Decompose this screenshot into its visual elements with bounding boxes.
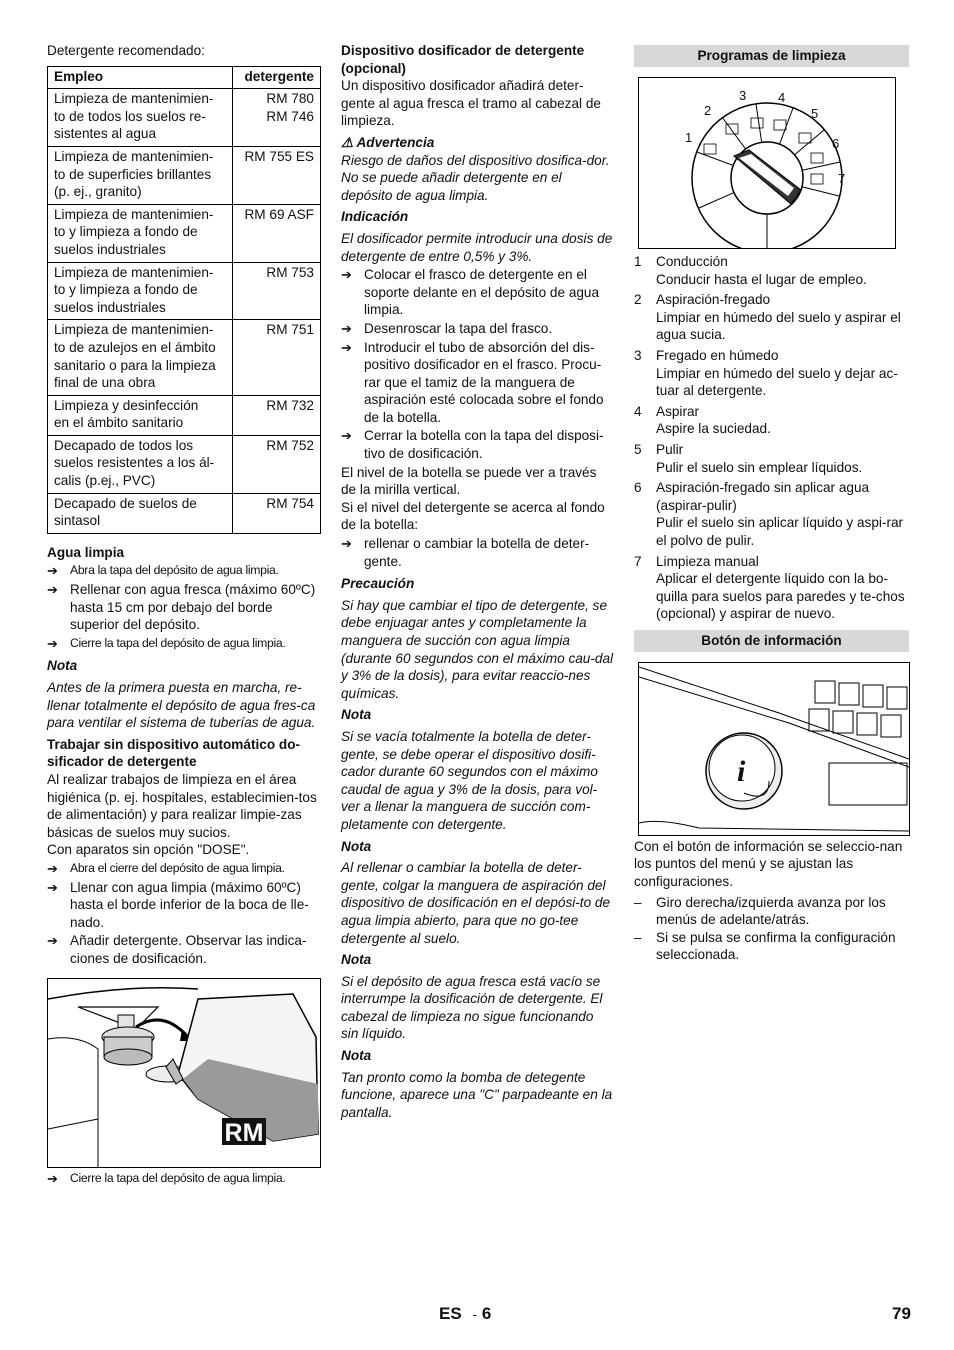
table-cell-empleo: Limpieza y desinfección en el ámbito sanitario [48,395,233,435]
table-cell-empleo: Decapado de todos los suelos resistentes a los ál- calis (p.ej., PVC) [48,435,233,493]
list-item: ➔ Abra la tapa del depósito de agua limpia. [47,563,279,579]
nota-label: Nota [341,838,372,854]
dial-number-4: 4 [778,90,786,105]
list-item: ➔ Llenar con agua limpia (máximo 60ºC) hasta el borde inferior de la boca de lle-nado. [47,879,309,930]
indicacion-label: Indicación [341,209,409,225]
table-cell-empleo: Limpieza de mantenimien- to y limpieza a fondo de suelos industriales [48,204,233,262]
nota-label: Nota [341,707,372,723]
program-name: Conducción [656,254,728,269]
table-body [48,89,321,534]
list-item: ➔ Colocar el frasco de detergente en el soporte delante en el depósito de agua limpia. [341,267,600,318]
table-cell-empleo: Limpieza de mantenimien- to de todos los suelos re- sistentes al agua [48,89,233,147]
column-3 [634,45,909,964]
program-number: 5 [634,441,642,457]
trabajar-text: Al realizar trabajos de limpieza en el área higiénica (p. ej. hospitales, establecimien-tos de alimentación) y para realizar limpie-zas básicas de suelos muy sucios. [47,771,317,840]
arrow-icon: ➔ [47,582,58,598]
program-item [634,441,909,476]
program-number: 7 [634,553,642,569]
program-item [634,253,909,288]
list-item: – Giro derecha/izquierda avanza por los menús de adelante/atrás. [634,894,886,928]
table-row [48,89,321,147]
program-description: Aplicar el detergente líquido con la bo-quilla para suelos para paredes y te-chos (opcional) y aspirar de nuevo. [656,571,905,622]
column-1 [47,42,321,1188]
program-number: 1 [634,254,642,269]
program-description: Conducir hasta el lugar de empleo. [656,271,867,287]
program-dial-illustration [638,77,896,249]
arrow-icon: ➔ [47,860,58,876]
program-item [634,479,909,549]
program-list [634,253,909,623]
dosificador-title: Dispositivo dosificador de detergente (opcional) [341,43,585,76]
nota-text: Si el depósito de agua fresca está vacío se interrumpe la dosificación de detergente. El cabezal de limpieza no sigue funcionando sin líquido. [341,973,603,1042]
table-row [48,395,321,435]
info-icon: i [737,754,746,788]
program-number: 3 [634,347,642,363]
table-cell-empleo: Limpieza de mantenimien- to y limpieza a fondo de suelos industriales [48,262,233,320]
list-item: – Si se pulsa se confirma la configuración seleccionada. [634,929,896,963]
footer-page-local: 6 [477,1304,492,1323]
table-cell-empleo: Limpieza de mantenimien- to de azulejos en el ámbito sanitario o para la limpieza final de una obra [48,320,233,395]
list-item: ➔ Cerrar la botella con la tapa del disposi-tivo de dosificación. [341,428,604,462]
program-dial-svg [639,78,895,248]
program-name: Aspiración-fregado sin aplicar agua (aspirar-pulir) [656,480,870,513]
program-description: Pulir el suelo sin aplicar líquido y aspi-rar el polvo de pulir. [656,515,904,548]
dial-number-7: 7 [838,171,846,186]
nota-text: Tan pronto como la bomba de detegente funcione, aparece una "C" parpadeante en la pantalla. [341,1069,613,1120]
table-row [48,320,321,395]
arrow-icon: ➔ [47,635,58,651]
table-row [48,262,321,320]
table-header-empleo: Empleo [48,66,233,89]
precaucion-label: Precaución [341,576,415,592]
arrow-icon: ➔ [341,267,352,283]
info-button-svg [639,663,909,835]
table-cell-empleo: Decapado de suelos de sintasol [48,493,233,533]
detergent-fill-illustration [47,978,321,1168]
dial-number-6: 6 [832,136,840,151]
list-item: ➔ Rellenar con agua fresca (máximo 60ºC) hasta 15 cm por debajo del borde superior del depósito. [47,582,316,633]
program-description: Aspire la suciedad. [656,421,771,437]
table-cell-detergente: RM 755 ES [233,146,321,204]
warning-heading: ⚠ Advertencia [341,134,435,150]
warning-icon: ⚠ [341,134,354,150]
list-item: ➔ Cierre la tapa del depósito de agua limpia. [47,635,286,651]
program-description: Limpiar en húmedo del suelo y dejar ac-tuar al detergente. [656,365,898,399]
list-item: ➔ Abra el cierre del depósito de agua limpia. [47,860,285,876]
program-item [634,347,909,400]
si-text: Si el nivel del detergente se acerca al fondo de la botella: [341,499,605,533]
program-number: 2 [634,292,642,308]
list-item: ➔ Cierre la tapa del depósito de agua limpia. [47,1170,286,1186]
footer-dash: - [472,1306,478,1322]
footer-lang: ES [439,1304,462,1323]
table-header-detergente: detergente [233,66,321,89]
arrow-icon: ➔ [47,1170,58,1186]
info-text: Con el botón de información se seleccio-nan los puntos del menú y se ajustan las configuraciones. [634,838,903,890]
agua-title: Agua limpia [47,544,125,560]
program-number: 6 [634,480,642,496]
detergent-table [47,66,321,534]
program-name: Pulir [656,441,684,457]
section-heading-programas: Programas de limpieza [634,45,909,67]
table-cell-detergente: RM 753 [233,262,321,320]
table-cell-detergente: RM 752 [233,435,321,493]
nota-text: Si se vacía totalmente la botella de deter-gente, se debe operar el dispositivo dosifi-cador durante 60 segundos con el máximo caudal de agua y 3% de la dosis, para vol-ver a llenar la manguera de succión com-pletamente con detergente. [341,728,598,832]
program-name: Limpieza manual [656,553,759,569]
footer-page-total: 79 [892,1304,911,1323]
con-aparatos: Con aparatos sin opción "DOSE". [47,842,250,858]
program-description: Limpiar en húmedo del suelo y aspirar el agua sucia. [656,309,901,343]
nota-label: Nota [341,952,372,968]
dial-number-3: 3 [739,88,747,103]
program-name: Aspiración-fregado [656,292,771,308]
trabajar-title: Trabajar sin dispositivo automático do-sificador de detergente [47,736,301,770]
program-name: Fregado en húmedo [656,347,779,363]
table-cell-detergente: RM 751 [233,320,321,395]
warning-text: Riesgo de daños del dispositivo dosifica-dor. No se puede añadir detergente en el depósito de agua limpia. [341,152,610,203]
table-cell-detergente: RM 780 RM 746 [233,89,321,147]
table-cell-detergente: RM 732 [233,395,321,435]
list-item: ➔ Introducir el tubo de absorción del dis-positivo dosificador en el frasco. Procu-rar que el tamiz de la manguera de aspiración esté colocada sobre el fondo de la botella. [341,339,604,425]
section-heading-info: Botón de información [634,630,909,652]
arrow-icon: ➔ [341,320,352,336]
list-item: ➔ rellenar o cambiar la botella de deter-gente. [341,536,590,569]
detergent-intro: Detergente recomendado: [47,43,205,58]
program-item [634,291,909,344]
nota-label: Nota [47,658,78,674]
arrow-icon: ➔ [47,933,58,949]
dosificador-intro: Un dispositivo dosificador añadirá deter-gente al agua fresca el tramo al cabezal de limpieza. [341,78,601,129]
table-row [48,204,321,262]
fill-tank-illustration [48,979,320,1167]
program-number: 4 [634,403,642,419]
precaucion-text: Si hay que cambiar el tipo de detergente, se debe enjuagar antes y completamente la manguera de succión con agua limpia (durante 60 segundos con el máximo cau-dal y 3% de la dosis), para evitar reaccio-nes químicas. [341,597,614,701]
table-cell-detergente: RM 754 [233,493,321,533]
arrow-icon: ➔ [47,563,58,579]
nota-text: Al rellenar o cambiar la botella de deter-gente, colgar la manguera de aspiración del dispositivo de dosificación en el depósi-to de agua limpia abierto, para que no go-tee detergente al suelo. [341,860,611,946]
footer-page-label [439,1305,491,1324]
table-cell-empleo: Limpieza de mantenimien- to de superficies brillantes (p. ej., granito) [48,146,233,204]
arrow-icon: ➔ [341,536,352,552]
rm-label: RM [224,1118,264,1147]
dial-number-5: 5 [811,106,819,121]
info-button-illustration [638,662,910,836]
nota-label: Nota [341,1048,372,1064]
column-2 [341,42,614,1121]
arrow-icon: ➔ [47,879,58,895]
program-item [634,553,909,623]
program-description: Pulir el suelo sin emplear líquidos. [656,459,863,475]
program-name: Aspirar [656,403,700,419]
table-row [48,435,321,493]
indicacion-text: El dosificador permite introducir una dosis de detergente de entre 0,5% y 3%. [341,230,613,264]
list-item: ➔ Desenroscar la tapa del frasco. [341,320,553,336]
dial-number-2: 2 [704,103,712,118]
arrow-icon: ➔ [341,339,352,355]
nota-text: Antes de la primera puesta en marcha, re-llenar totalmente el depósito de agua fres-ca para ventilar el sistema de tuberías de agua. [47,680,316,731]
dial-number-1: 1 [685,130,693,145]
table-cell-detergente: RM 69 ASF [233,204,321,262]
table-row [48,146,321,204]
nivel-text: El nivel de la botella se puede ver a través de la mirilla vertical. [341,464,597,498]
arrow-icon: ➔ [341,428,352,444]
list-item: ➔ Añadir detergente. Observar las indica-ciones de dosificación. [47,933,307,966]
table-row [48,493,321,533]
program-item [634,403,909,438]
